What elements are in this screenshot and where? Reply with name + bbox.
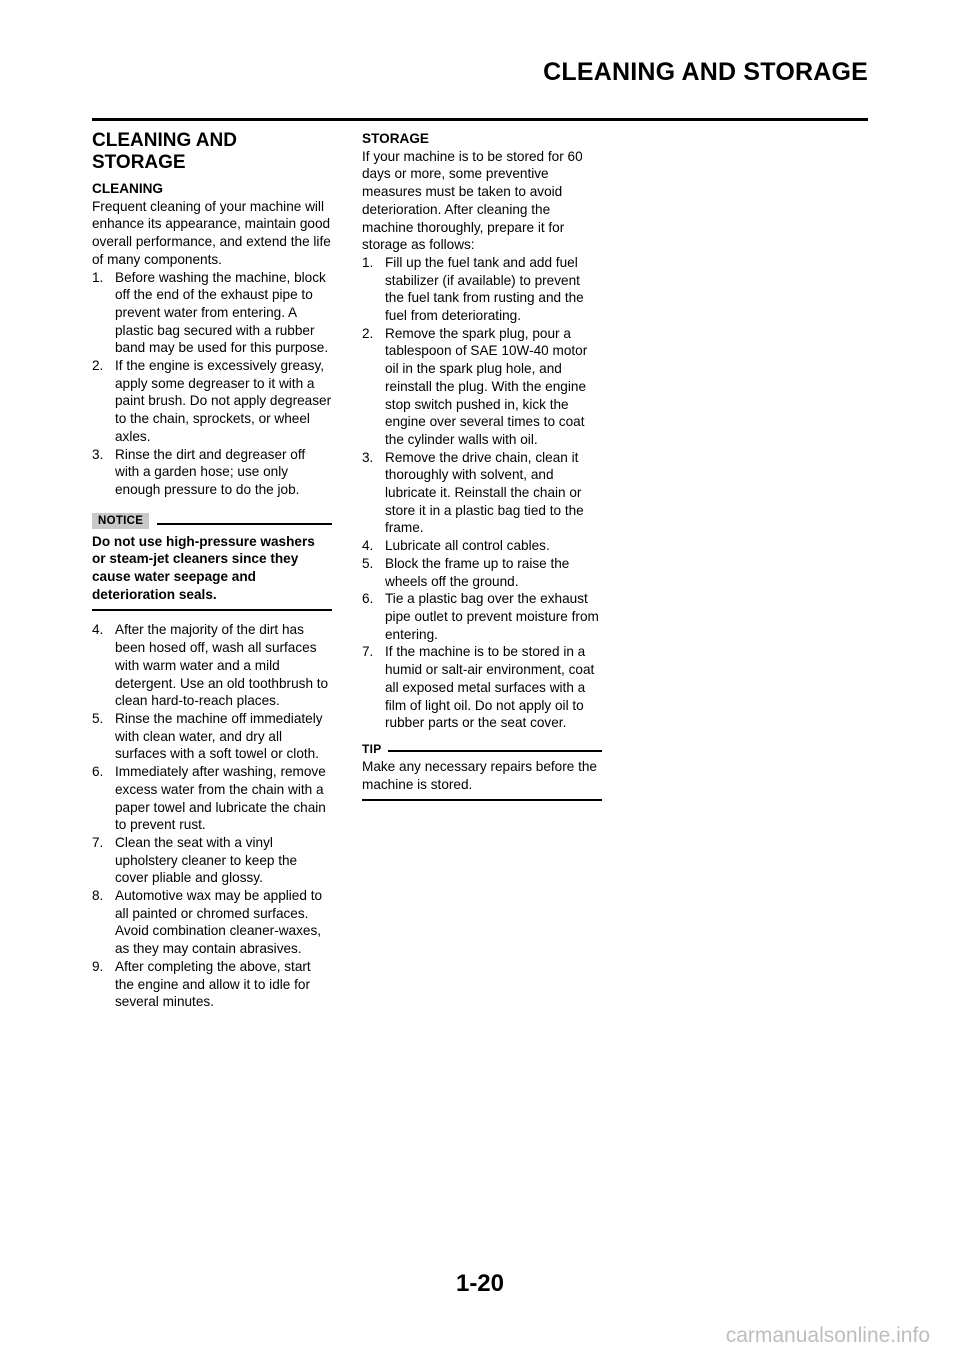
list-item: 4. Lubricate all control cables. [362,538,550,554]
notice-divider [157,523,332,525]
list-item: 1. Fill up the fuel tank and add fuel stabilizer (if available) to prevent the fuel tank from rusting and the fuel from deteriorating. [362,254,584,324]
storage-intro: If your machine is to be stored for 60 days or more, some preventive measures must be taken to avoid deterioration. After cleaning the machine thoroughly, prepare it for storage as follows: [362,148,583,253]
notice-box [92,513,332,612]
list-item: 2. Remove the spark plug, pour a tablespoon of SAE 10W-40 motor oil in the spark plug hole, and reinstall the plug. With the engine stop switch pushed in, kick the engine over several times to coat the cylinder walls with oil. [362,325,588,447]
notice-badge: NOTICE [92,513,149,529]
list-item: 5. Rinse the machine off immediately with clean water, and dry all surfaces with a soft towel or cloth. [92,710,323,762]
page-header-title: CLEANING AND STORAGE [543,58,868,86]
list-item: 6. Tie a plastic bag over the exhaust pipe outlet to prevent moisture from entering. [362,591,599,642]
tip-divider [388,750,602,752]
list-item: 4. After the majority of the dirt has been hosed off, wash all surfaces with warm water and a mild detergent. Use an old toothbrush to clean hard-to-reach places. [92,622,329,709]
list-item: 7. Clean the seat with a vinyl upholstery cleaner to keep the cover pliable and glossy. [92,834,298,886]
list-item: 5. Block the frame up to raise the wheels off the ground. [362,555,570,589]
tip-label: TIP [362,742,382,757]
notice-text: Do not use high-pressure washers or steam-jet cleaners since they cause water seepage and deterioration seals. [92,533,332,612]
tip-text: Make any necessary repairs before the machine is stored. [362,758,602,801]
left-column [92,130,332,1011]
cleaning-intro: Frequent cleaning of your machine will enhance its appearance, maintain good overall performance, and extend the life of many components. [92,198,331,267]
list-item: 9. After completing the above, start the engine and allow it to idle for several minutes. [92,958,311,1010]
list-item: 3. Remove the drive chain, clean it thoroughly with solvent, and lubricate it. Reinstall the chain or store it in a plastic bag tied to the frame. [362,449,584,536]
cleaning-steps-b [92,621,332,1010]
list-item: 2. If the engine is excessively greasy, apply some degreaser to it with a paint brush. Do not apply degreaser to the chain, sprockets, or wheel axles. [92,358,332,444]
storage-steps [362,254,602,732]
right-column [362,130,602,801]
section-title: CLEANING AND STORAGE [92,130,237,173]
page-number: 1-20 [455,1270,505,1297]
list-item: 7. If the machine is to be stored in a humid or salt-air environment, coat all exposed metal surfaces with a film of light oil. Do not apply oil to rubber parts or the seat cover. [362,644,595,731]
header-rule [92,118,868,121]
storage-subtitle: STORAGE [362,131,429,146]
list-item: 6. Immediately after washing, remove excess water from the chain with a paper towel and lubricate the chain to prevent rust. [92,764,326,833]
list-item: 1. Before washing the machine, block off the end of the exhaust pipe to prevent water from entering. A plastic bag secured with a rubber band may be used for this purpose. [92,269,329,356]
list-item: 8. Automotive wax may be applied to all painted or chromed surfaces. Avoid combination cleaner-waxes, as they may contain abrasives. [92,888,323,957]
cleaning-subtitle: CLEANING [92,181,163,196]
list-item: 3. Rinse the dirt and degreaser off with a garden hose; use only enough pressure to do the job. [92,446,306,497]
tip-box [362,742,602,801]
watermark: carmanualsonline.info [725,1324,930,1347]
cleaning-steps-a [92,269,332,499]
